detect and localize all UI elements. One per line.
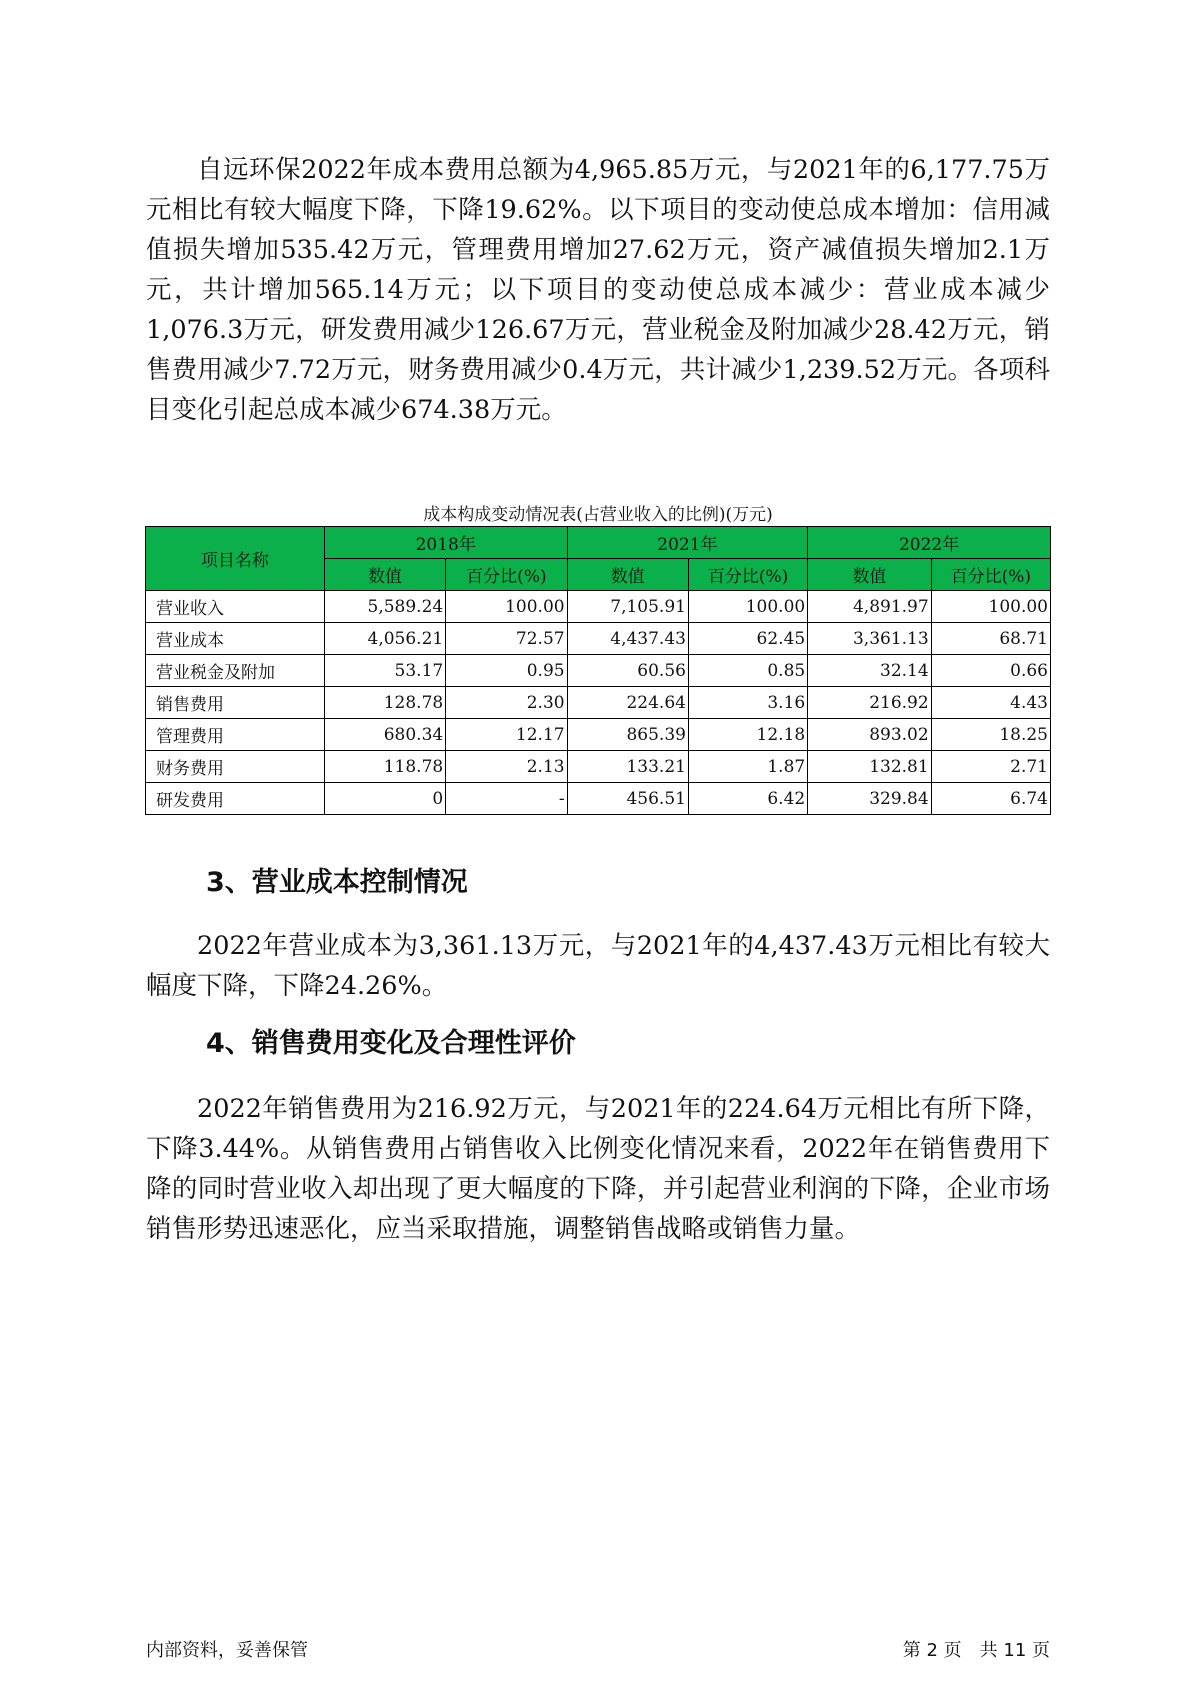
cell-percent: 100.00 xyxy=(446,591,567,623)
paragraph-cost-summary: 自远环保2022年成本费用总额为4,965.85万元，与2021年的6,177.75万元相比有较大幅度下降，下降19.62%。以下项目的变动使总成本增加：信用减值损失增加535.42万元，管理费用增加27.62万元，资产减值损失增加2.1万元，共计增加565.14万元；以下项目的变动使总成本减少：营业成本减少1,076.3万元，研发费用减少126.67万元，营业税金及附加减少28.42万元，销售费用减少7.72万元，财务费用减少0.4万元，共计减少1,239.52万元。各项科目变化引起总成本减少674.38万元。 xyxy=(146,155,1050,425)
cell-value: 32.14 xyxy=(808,655,931,687)
cell-percent: 2.30 xyxy=(446,687,567,719)
footer-page-number: 第 2 页 共 11 页 xyxy=(902,1640,1050,1661)
row-label: 财务费用 xyxy=(146,751,325,783)
cell-value: 60.56 xyxy=(567,655,688,687)
cell-percent: 1.87 xyxy=(688,751,807,783)
cell-percent: 2.13 xyxy=(446,751,567,783)
cell-value: 224.64 xyxy=(567,687,688,719)
cell-percent: 3.16 xyxy=(688,687,807,719)
cell-percent: 72.57 xyxy=(446,623,567,655)
row-label: 营业成本 xyxy=(146,623,325,655)
cell-value: 128.78 xyxy=(324,687,445,719)
row-label: 研发费用 xyxy=(146,783,325,815)
row-label: 销售费用 xyxy=(146,687,325,719)
cell-percent: 68.71 xyxy=(931,623,1050,655)
cell-value: 5,589.24 xyxy=(324,591,445,623)
cell-value: 133.21 xyxy=(567,751,688,783)
section-heading-operating-cost: 3、营业成本控制情况 xyxy=(206,867,468,898)
cell-percent: 12.17 xyxy=(446,719,567,751)
header-item-name: 项目名称 xyxy=(146,527,325,591)
cell-percent: 6.74 xyxy=(931,783,1050,815)
header-percent: 百分比(%) xyxy=(688,559,807,591)
cell-percent: 0.66 xyxy=(931,655,1050,687)
cell-percent: 6.42 xyxy=(688,783,807,815)
cell-percent: 100.00 xyxy=(688,591,807,623)
table-row xyxy=(146,751,1051,783)
cell-value: 7,105.91 xyxy=(567,591,688,623)
cell-value: 53.17 xyxy=(324,655,445,687)
header-year-2022: 2022年 xyxy=(808,527,1051,559)
cell-value: 3,361.13 xyxy=(808,623,931,655)
header-value: 数值 xyxy=(324,559,445,591)
cell-value: 4,891.97 xyxy=(808,591,931,623)
cell-percent: 4.43 xyxy=(931,687,1050,719)
paragraph-operating-cost: 2022年营业成本为3,361.13万元，与2021年的4,437.43万元相比有较大幅度下降，下降24.26%。 xyxy=(146,931,1050,1001)
cell-percent: - xyxy=(446,783,567,815)
table-row xyxy=(146,687,1051,719)
table-header-row-years xyxy=(146,527,1051,559)
table-caption: 成本构成变动情况表(占营业收入的比例)(万元) xyxy=(423,505,773,525)
cell-percent: 62.45 xyxy=(688,623,807,655)
table-row xyxy=(146,719,1051,751)
cost-structure-table xyxy=(145,526,1051,815)
cell-value: 118.78 xyxy=(324,751,445,783)
cell-value: 329.84 xyxy=(808,783,931,815)
cell-value: 132.81 xyxy=(808,751,931,783)
header-value: 数值 xyxy=(567,559,688,591)
cell-value: 456.51 xyxy=(567,783,688,815)
cell-percent: 2.71 xyxy=(931,751,1050,783)
cell-value: 4,437.43 xyxy=(567,623,688,655)
cell-percent: 100.00 xyxy=(931,591,1050,623)
cell-value: 0 xyxy=(324,783,445,815)
cell-value: 216.92 xyxy=(808,687,931,719)
section-heading-sales-expense: 4、销售费用变化及合理性评价 xyxy=(206,1028,576,1059)
header-year-2018: 2018年 xyxy=(324,527,567,559)
table-row xyxy=(146,591,1051,623)
header-percent: 百分比(%) xyxy=(446,559,567,591)
cell-percent: 0.95 xyxy=(446,655,567,687)
table-row xyxy=(146,623,1051,655)
row-label: 营业税金及附加 xyxy=(146,655,325,687)
row-label: 管理费用 xyxy=(146,719,325,751)
cell-percent: 12.18 xyxy=(688,719,807,751)
cell-value: 4,056.21 xyxy=(324,623,445,655)
header-value: 数值 xyxy=(808,559,931,591)
cell-value: 865.39 xyxy=(567,719,688,751)
row-label: 营业收入 xyxy=(146,591,325,623)
cell-value: 680.34 xyxy=(324,719,445,751)
table-row xyxy=(146,655,1051,687)
table-row xyxy=(146,783,1051,815)
header-year-2021: 2021年 xyxy=(567,527,808,559)
cell-percent: 18.25 xyxy=(931,719,1050,751)
footer-confidential-note: 内部资料，妥善保管 xyxy=(146,1640,308,1661)
paragraph-sales-expense: 2022年销售费用为216.92万元，与2021年的224.64万元相比有所下降，下降3.44%。从销售费用占销售收入比例变化情况来看，2022年在销售费用下降的同时营业收入却出现了更大幅度的下降，并引起营业利润的下降，企业市场销售形势迅速恶化，应当采取措施，调整销售战略或销售力量。 xyxy=(146,1094,1050,1244)
cell-value: 893.02 xyxy=(808,719,931,751)
header-percent: 百分比(%) xyxy=(931,559,1050,591)
cell-percent: 0.85 xyxy=(688,655,807,687)
